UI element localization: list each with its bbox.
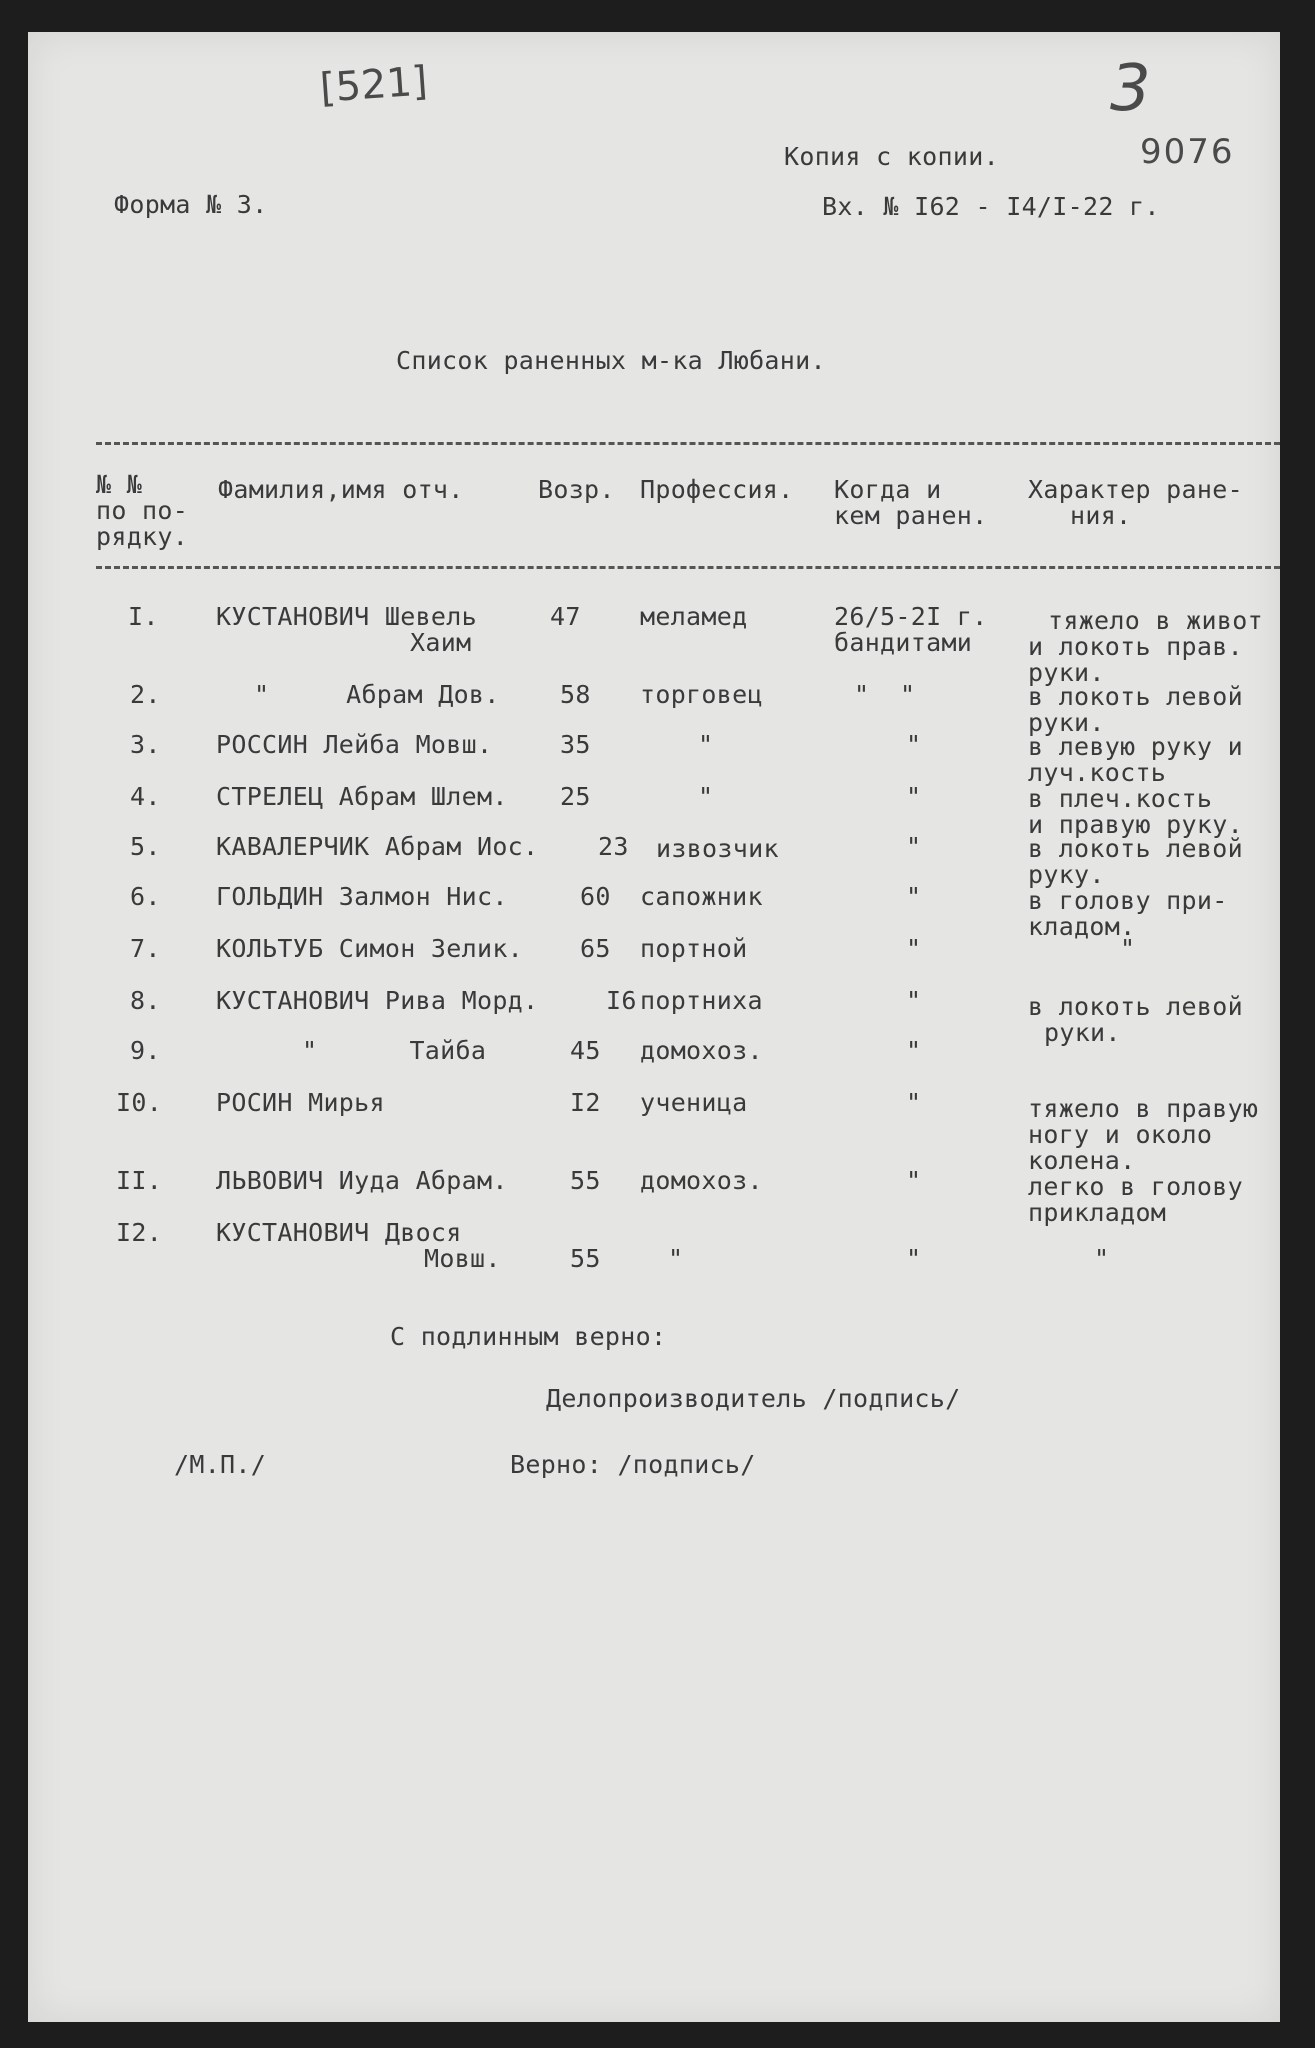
row-name: КУСТАНОВИЧ Двося bbox=[216, 1218, 462, 1247]
header-num-3: рядку. bbox=[96, 522, 189, 551]
wound-line: кладом. bbox=[1028, 912, 1136, 941]
certified-text: С подлинным верно: bbox=[390, 1322, 667, 1351]
wound-line: в локоть левой bbox=[1028, 834, 1243, 863]
row-profession: " bbox=[698, 730, 714, 759]
row-name: КОЛЬТУБ Симон Зелик. bbox=[216, 934, 524, 963]
header-dashed-rule bbox=[96, 566, 1280, 569]
wound-line: в голову при- bbox=[1028, 886, 1228, 915]
document-title: Список раненных м-ка Любани. bbox=[396, 346, 826, 375]
row-name: СТРЕЛЕЦ Абрам Шлем. bbox=[216, 782, 508, 811]
row-number: 3. bbox=[130, 730, 161, 759]
row-number: 6. bbox=[130, 882, 161, 911]
header-when-2: кем ранен. bbox=[834, 501, 988, 530]
row-number: 2. bbox=[130, 680, 161, 709]
row-name: КУСТАНОВИЧ Рива Морд. bbox=[216, 986, 539, 1015]
wound-line: колена. bbox=[1028, 1146, 1136, 1175]
row-name: ЛЬВОВИЧ Иуда Абрам. bbox=[216, 1166, 508, 1195]
inventory-number: 9076 bbox=[1140, 132, 1235, 172]
document-page bbox=[28, 32, 1280, 2022]
wound-line: " bbox=[1094, 1244, 1110, 1273]
incoming-ref: Вх. № I62 - I4/I-22 г. bbox=[822, 192, 1160, 221]
page-number: 3 bbox=[1110, 52, 1151, 126]
wound-line: руки. bbox=[1044, 1018, 1121, 1047]
row-name: ГОЛЬДИН Залмон Нис. bbox=[216, 882, 508, 911]
row-when: " " bbox=[854, 680, 916, 709]
header-wound-2: ния. bbox=[1070, 501, 1132, 530]
wound-line: легко в голову bbox=[1028, 1172, 1243, 1201]
row-age: I6 bbox=[606, 986, 637, 1015]
wound-line: " bbox=[1120, 934, 1136, 963]
wound-line: и правую руку. bbox=[1028, 810, 1243, 839]
row-age: 47 bbox=[550, 602, 581, 631]
row-age: 35 bbox=[560, 730, 591, 759]
row-name-cont: Хаим bbox=[410, 628, 472, 657]
row-profession: сапожник bbox=[640, 882, 763, 911]
header-profession: Профессия. bbox=[640, 475, 794, 504]
copy-note: Копия с копии. bbox=[784, 142, 999, 171]
row-age: 23 bbox=[598, 832, 629, 861]
archive-mark: [521] bbox=[318, 58, 430, 112]
row-when: " bbox=[906, 782, 922, 811]
header-num-1: № № bbox=[96, 470, 143, 499]
row-when: " bbox=[906, 986, 922, 1015]
header-num-2: по по- bbox=[96, 496, 189, 525]
row-number: 7. bbox=[130, 934, 161, 963]
row-when: " bbox=[906, 730, 922, 759]
wound-line: руку. bbox=[1028, 860, 1105, 889]
row-number: II. bbox=[116, 1166, 163, 1195]
row-name: " Абрам Дов. bbox=[254, 680, 500, 709]
seal-mark: /М.П./ bbox=[174, 1450, 267, 1479]
wound-line: руки. bbox=[1028, 708, 1105, 737]
row-number: I2. bbox=[116, 1218, 163, 1247]
row-when: " bbox=[906, 1166, 922, 1195]
wound-line: в локоть левой bbox=[1028, 992, 1243, 1021]
row-name: " Тайба bbox=[302, 1036, 487, 1065]
row-age: 45 bbox=[570, 1036, 601, 1065]
row-name-cont: Мовш. bbox=[424, 1244, 501, 1273]
header-when-1: Когда и bbox=[834, 475, 942, 504]
row-when: " bbox=[906, 934, 922, 963]
wound-line: луч.кость bbox=[1028, 758, 1167, 787]
wound-line: ногу и около bbox=[1028, 1120, 1213, 1149]
wound-line: прикладом bbox=[1028, 1198, 1167, 1227]
row-when: " bbox=[906, 1088, 922, 1117]
row-profession: " bbox=[698, 782, 714, 811]
row-age: 58 bbox=[560, 680, 591, 709]
row-age: I2 bbox=[570, 1088, 601, 1117]
row-age: 65 bbox=[580, 934, 611, 963]
row-profession: извозчик bbox=[656, 834, 779, 863]
row-when: " bbox=[906, 882, 922, 911]
wound-line: в плеч.кость bbox=[1028, 784, 1213, 813]
row-number: 8. bbox=[130, 986, 161, 1015]
row-age: 25 bbox=[560, 782, 591, 811]
row-profession: домохоз. bbox=[640, 1036, 763, 1065]
top-dashed-rule bbox=[96, 442, 1280, 445]
wound-line: в левую руку и bbox=[1028, 732, 1243, 761]
row-name: РОССИН Лейба Мовш. bbox=[216, 730, 493, 759]
row-number: I0. bbox=[116, 1088, 163, 1117]
row-profession: портной bbox=[640, 934, 748, 963]
header-name: Фамилия,имя отч. bbox=[218, 475, 464, 504]
wound-line: тяжело в живот bbox=[1048, 606, 1263, 635]
row-age: 55 bbox=[570, 1244, 601, 1273]
row-name: РОСИН Мирья bbox=[216, 1088, 385, 1117]
row-profession: домохоз. bbox=[640, 1166, 763, 1195]
row-when: " bbox=[906, 1036, 922, 1065]
row-profession: торговец bbox=[640, 680, 763, 709]
row-number: 4. bbox=[130, 782, 161, 811]
row-age: 60 bbox=[580, 882, 611, 911]
row-age: 55 bbox=[570, 1166, 601, 1195]
clerk-signature-line: Делопроизводитель /подпись/ bbox=[546, 1384, 961, 1413]
header-wound-1: Характер ране- bbox=[1028, 475, 1243, 504]
row-name: КАВАЛЕРЧИК Абрам Иос. bbox=[216, 832, 539, 861]
verified-signature-line: Верно: /подпись/ bbox=[510, 1450, 756, 1479]
row-when-cont: бандитами bbox=[834, 628, 973, 657]
row-name: КУСТАНОВИЧ Шевель bbox=[216, 602, 477, 631]
row-profession: портниха bbox=[640, 986, 763, 1015]
row-number: 9. bbox=[130, 1036, 161, 1065]
header-age: Возр. bbox=[538, 475, 615, 504]
row-when: " bbox=[906, 1244, 922, 1273]
row-profession: меламед bbox=[640, 602, 748, 631]
row-profession: " bbox=[668, 1244, 684, 1273]
row-number: 5. bbox=[130, 832, 161, 861]
wound-line: тяжело в правую bbox=[1028, 1094, 1259, 1123]
form-label: Форма № 3. bbox=[114, 190, 268, 219]
wound-line: руки. bbox=[1028, 658, 1105, 687]
row-profession: ученица bbox=[640, 1088, 748, 1117]
row-when: " bbox=[906, 832, 922, 861]
row-number: I. bbox=[128, 602, 159, 631]
wound-line: и локоть прав. bbox=[1028, 632, 1243, 661]
wound-line: в локоть левой bbox=[1028, 682, 1243, 711]
row-when: 26/5-2I г. bbox=[834, 602, 988, 631]
